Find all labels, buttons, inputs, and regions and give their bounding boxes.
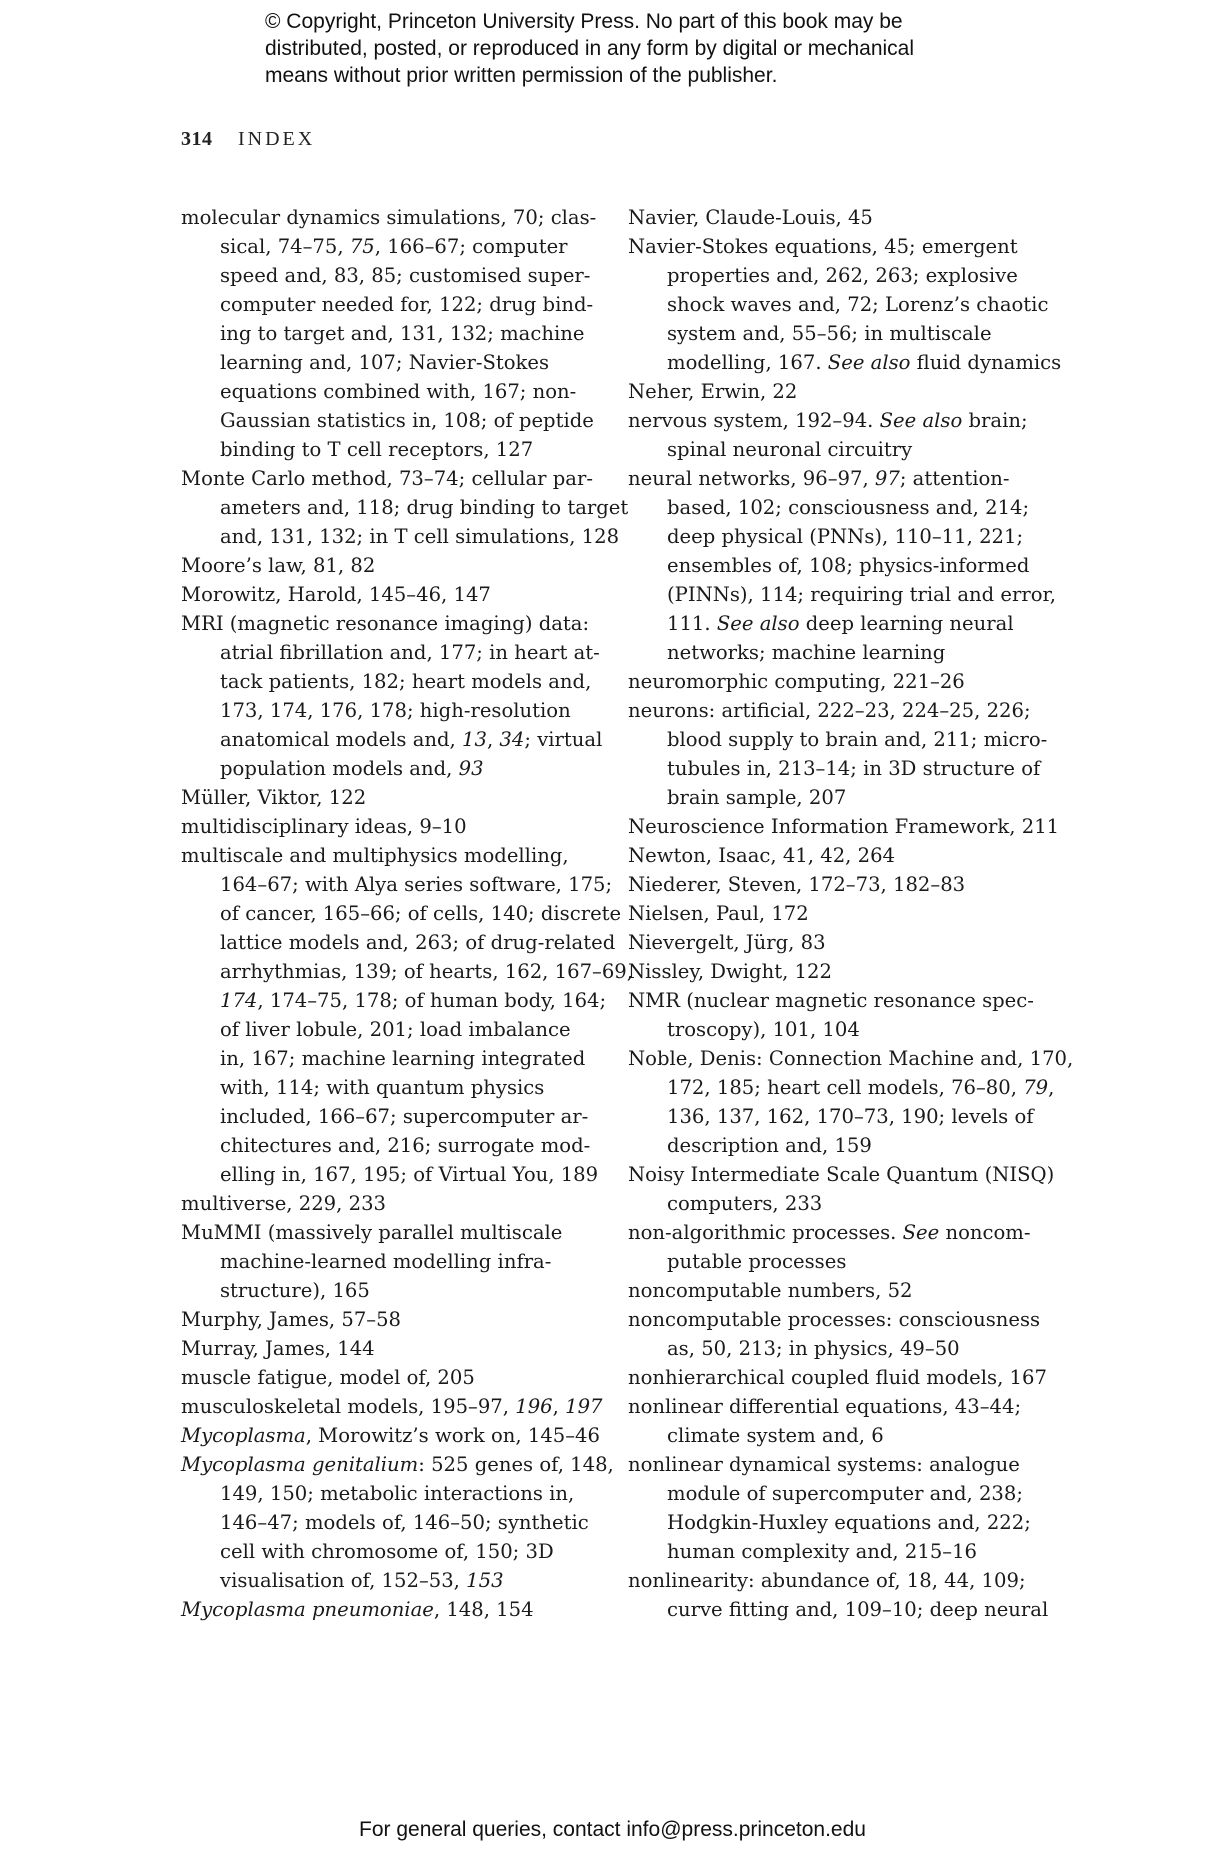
index-entry-line: putable processes	[667, 1250, 847, 1273]
index-entry-line: based, 102; consciousness and, 214;	[667, 496, 1030, 519]
index-entry	[181, 1363, 601, 1392]
index-entry-line: Morowitz, Harold, 145–46, 147	[181, 583, 491, 606]
copyright-line: means without prior written permission of the publisher.	[265, 64, 778, 87]
index-entry-line: of liver lobule, 201; load imbalance	[220, 1018, 571, 1041]
index-entry	[181, 783, 601, 812]
index-entry-line: multiverse, 229, 233	[181, 1192, 386, 1215]
index-entry-line: included, 166–67; supercomputer ar-	[220, 1105, 589, 1128]
index-entry-line: equations combined with, 167; non-	[220, 380, 577, 403]
index-column-right	[628, 203, 1074, 1624]
index-entry	[181, 1392, 601, 1421]
index-entry-line: human complexity and, 215–16	[667, 1540, 978, 1563]
index-entry-line: 136, 137, 162, 170–73, 190; levels of	[667, 1105, 1034, 1128]
index-entry-line: non-algorithmic processes. See noncom-	[628, 1221, 1031, 1244]
index-entry-line: Mycoplasma genitalium: 525 genes of, 148,	[181, 1453, 614, 1476]
copyright-line: © Copyright, Princeton University Press. No part of this book may be	[265, 10, 903, 33]
index-entry	[628, 406, 1058, 464]
index-entry	[628, 1276, 1058, 1305]
index-entry-line: neurons: artificial, 222–23, 224–25, 226;	[628, 699, 1031, 722]
index-entry-line: noncomputable numbers, 52	[628, 1279, 913, 1302]
index-entry	[628, 870, 1058, 899]
index-entry-line: sical, 74–75, 75, 166–67; computer	[220, 235, 568, 258]
index-entry	[628, 841, 1058, 870]
index-entry-line: structure), 165	[220, 1279, 370, 1302]
index-entry-line: Monte Carlo method, 73–74; cellular par-	[181, 467, 593, 490]
index-entry-line: tubules in, 213–14; in 3D structure of	[667, 757, 1041, 780]
copyright-line: distributed, posted, or reproduced in any form by digital or mechanical	[265, 37, 915, 60]
index-entry-line: modelling, 167. See also fluid dynamics	[667, 351, 1062, 374]
index-entry-line: multidisciplinary ideas, 9–10	[181, 815, 467, 838]
index-entry-line: neural networks, 96–97, 97; attention-	[628, 467, 1010, 490]
index-entry	[181, 1421, 601, 1450]
index-entry-line: nonhierarchical coupled fluid models, 167	[628, 1366, 1047, 1389]
index-entry-line: multiscale and multiphysics modelling,	[181, 844, 569, 867]
index-entry-line: Newton, Isaac, 41, 42, 264	[628, 844, 896, 867]
index-column-left	[181, 203, 633, 1624]
index-entry-line: (PINNs), 114; requiring trial and error,	[667, 583, 1056, 606]
index-entry	[181, 609, 601, 783]
index-entry-line: spinal neuronal circuitry	[667, 438, 913, 461]
index-entry-line: nervous system, 192–94. See also brain;	[628, 409, 1028, 432]
index-entry-line: Nissley, Dwight, 122	[628, 960, 832, 983]
index-entry-line: speed and, 83, 85; customised super-	[220, 264, 591, 287]
index-entry-line: molecular dynamics simulations, 70; clas-	[181, 206, 597, 229]
index-entry-line: shock waves and, 72; Lorenz’s chaotic	[667, 293, 1049, 316]
index-entry	[181, 1189, 601, 1218]
index-entry	[628, 957, 1058, 986]
footer-contact: For general queries, contact info@press.princeton.edu	[359, 1818, 866, 1841]
index-entry	[628, 464, 1058, 667]
index-entry-line: neuromorphic computing, 221–26	[628, 670, 965, 693]
index-entry-line: of cancer, 165–66; of cells, 140; discrete	[220, 902, 622, 925]
index-entry-line: deep physical (PNNs), 110–11, 221;	[667, 525, 1024, 548]
index-entry	[628, 1450, 1058, 1566]
index-entry-line: 164–67; with Alya series software, 175;	[220, 873, 613, 896]
index-entry	[628, 1363, 1058, 1392]
index-entry-line: NMR (nuclear magnetic resonance spec-	[628, 989, 1034, 1012]
index-entry-line: cell with chromosome of, 150; 3D	[220, 1540, 554, 1563]
index-entry-line: and, 131, 132; in T cell simulations, 128	[220, 525, 620, 548]
index-entry-line: in, 167; machine learning integrated	[220, 1047, 586, 1070]
index-entry-line: 172, 185; heart cell models, 76–80, 79,	[667, 1076, 1055, 1099]
index-entry-line: 146–47; models of, 146–50; synthetic	[220, 1511, 589, 1534]
index-entry-line: blood supply to brain and, 211; micro-	[667, 728, 1048, 751]
index-entry-line: visualisation of, 152–53, 153	[220, 1569, 504, 1592]
index-entry-line: Hodgkin-Huxley equations and, 222;	[667, 1511, 1031, 1534]
index-entry	[628, 899, 1058, 928]
index-entry-line: lattice models and, 263; of drug-related	[220, 931, 616, 954]
index-entry-line: ing to target and, 131, 132; machine	[220, 322, 585, 345]
index-entry-line: musculoskeletal models, 195–97, 196, 197	[181, 1395, 603, 1418]
index-entry-line: Murphy, James, 57–58	[181, 1308, 402, 1331]
index-entry-line: Niederer, Steven, 172–73, 182–83	[628, 873, 966, 896]
index-entry-line: computer needed for, 122; drug bind-	[220, 293, 594, 316]
index-entry-line: networks; machine learning	[667, 641, 946, 664]
index-entry-line: atrial fibrillation and, 177; in heart at-	[220, 641, 600, 664]
index-entry-line: Nievergelt, Jürg, 83	[628, 931, 826, 954]
index-entry	[628, 812, 1058, 841]
index-entry-line: Murray, James, 144	[181, 1337, 375, 1360]
index-entry	[628, 232, 1062, 377]
index-entry	[628, 667, 1058, 696]
index-entry	[628, 928, 1058, 957]
index-entry	[628, 1566, 1058, 1624]
index-entry-line: as, 50, 213; in physics, 49–50	[667, 1337, 960, 1360]
index-entry	[181, 1218, 601, 1305]
index-entry	[181, 1450, 614, 1595]
index-entry-line: module of supercomputer and, 238;	[667, 1482, 1023, 1505]
index-entry	[628, 1160, 1058, 1218]
index-entry-line: Navier, Claude-Louis, 45	[628, 206, 873, 229]
index-entry-line: learning and, 107; Navier-Stokes	[220, 351, 550, 374]
index-entry	[628, 1044, 1074, 1160]
index-entry-line: arrhythmias, 139; of hearts, 162, 167–69,	[220, 960, 633, 983]
index-entry-line: binding to T cell receptors, 127	[220, 438, 534, 461]
index-entry-line: 173, 174, 176, 178; high-resolution	[220, 699, 571, 722]
index-entry-line: Navier-Stokes equations, 45; emergent	[628, 235, 1018, 258]
index-entry-line: Neuroscience Information Framework, 211	[628, 815, 1060, 838]
index-entry-line: nonlinear differential equations, 43–44;	[628, 1395, 1022, 1418]
index-entry-line: Neher, Erwin, 22	[628, 380, 798, 403]
index-entry-line: properties and, 262, 263; explosive	[667, 264, 1018, 287]
index-entry-line: Mycoplasma pneumoniae, 148, 154	[181, 1598, 534, 1621]
copyright-notice	[265, 8, 1025, 89]
index-entry	[628, 1305, 1058, 1363]
index-entry-line: anatomical models and, 13, 34; virtual	[220, 728, 603, 751]
index-entry	[628, 1218, 1058, 1276]
index-entry-line: brain sample, 207	[667, 786, 847, 809]
index-entry-line: 149, 150; metabolic interactions in,	[220, 1482, 575, 1505]
index-entry	[181, 580, 601, 609]
index-entry-line: troscopy), 101, 104	[667, 1018, 860, 1041]
page-number: 314	[181, 128, 213, 150]
index-entry	[628, 203, 1058, 232]
index-entry	[628, 377, 1058, 406]
index-entry	[181, 203, 601, 464]
index-entry-line: nonlinearity: abundance of, 18, 44, 109;	[628, 1569, 1026, 1592]
index-entry-line: MRI (magnetic resonance imaging) data:	[181, 612, 590, 635]
index-entry-line: elling in, 167, 195; of Virtual You, 189	[220, 1163, 599, 1186]
index-entry-line: noncomputable processes: consciousness	[628, 1308, 1041, 1331]
index-entry-line: Nielsen, Paul, 172	[628, 902, 809, 925]
index-entry-line: ensembles of, 108; physics-informed	[667, 554, 1030, 577]
index-entry	[181, 841, 633, 1189]
section-label: INDEX	[238, 128, 316, 150]
index-entry-line: muscle fatigue, model of, 205	[181, 1366, 475, 1389]
index-entry-line: MuMMI (massively parallel multiscale	[181, 1221, 563, 1244]
index-entry-line: computers, 233	[667, 1192, 823, 1215]
index-entry	[181, 464, 629, 551]
index-entry-line: Noisy Intermediate Scale Quantum (NISQ)	[628, 1163, 1055, 1186]
index-entry-line: chitectures and, 216; surrogate mod-	[220, 1134, 591, 1157]
index-entry-line: nonlinear dynamical systems: analogue	[628, 1453, 1020, 1476]
index-entry-line: description and, 159	[667, 1134, 872, 1157]
index-entry	[181, 1305, 601, 1334]
index-entry-line: ameters and, 118; drug binding to target	[220, 496, 629, 519]
index-entry	[628, 986, 1058, 1044]
index-entry	[181, 551, 601, 580]
index-entry	[181, 1334, 601, 1363]
index-entry-line: Moore’s law, 81, 82	[181, 554, 376, 577]
index-entry-line: curve fitting and, 109–10; deep neural	[667, 1598, 1049, 1621]
index-entry-line: Noble, Denis: Connection Machine and, 170,	[628, 1047, 1074, 1070]
index-entry-line: machine-learned modelling infra-	[220, 1250, 552, 1273]
index-entry-line: with, 114; with quantum physics	[220, 1076, 545, 1099]
index-entry	[628, 1392, 1058, 1450]
index-entry-line: 174, 174–75, 178; of human body, 164;	[220, 989, 607, 1012]
index-entry-line: system and, 55–56; in multiscale	[667, 322, 992, 345]
index-entry-line: Müller, Viktor, 122	[181, 786, 367, 809]
index-entry-line: 111. See also deep learning neural	[667, 612, 1014, 635]
index-entry	[181, 1595, 601, 1624]
index-entry	[181, 812, 601, 841]
running-head	[181, 128, 315, 151]
index-entry-line: Mycoplasma, Morowitz’s work on, 145–46	[181, 1424, 600, 1447]
index-entry-line: population models and, 93	[220, 757, 484, 780]
index-entry	[628, 696, 1058, 812]
index-entry-line: climate system and, 6	[667, 1424, 884, 1447]
index-entry-line: Gaussian statistics in, 108; of peptide	[220, 409, 594, 432]
index-entry-line: tack patients, 182; heart models and,	[220, 670, 592, 693]
